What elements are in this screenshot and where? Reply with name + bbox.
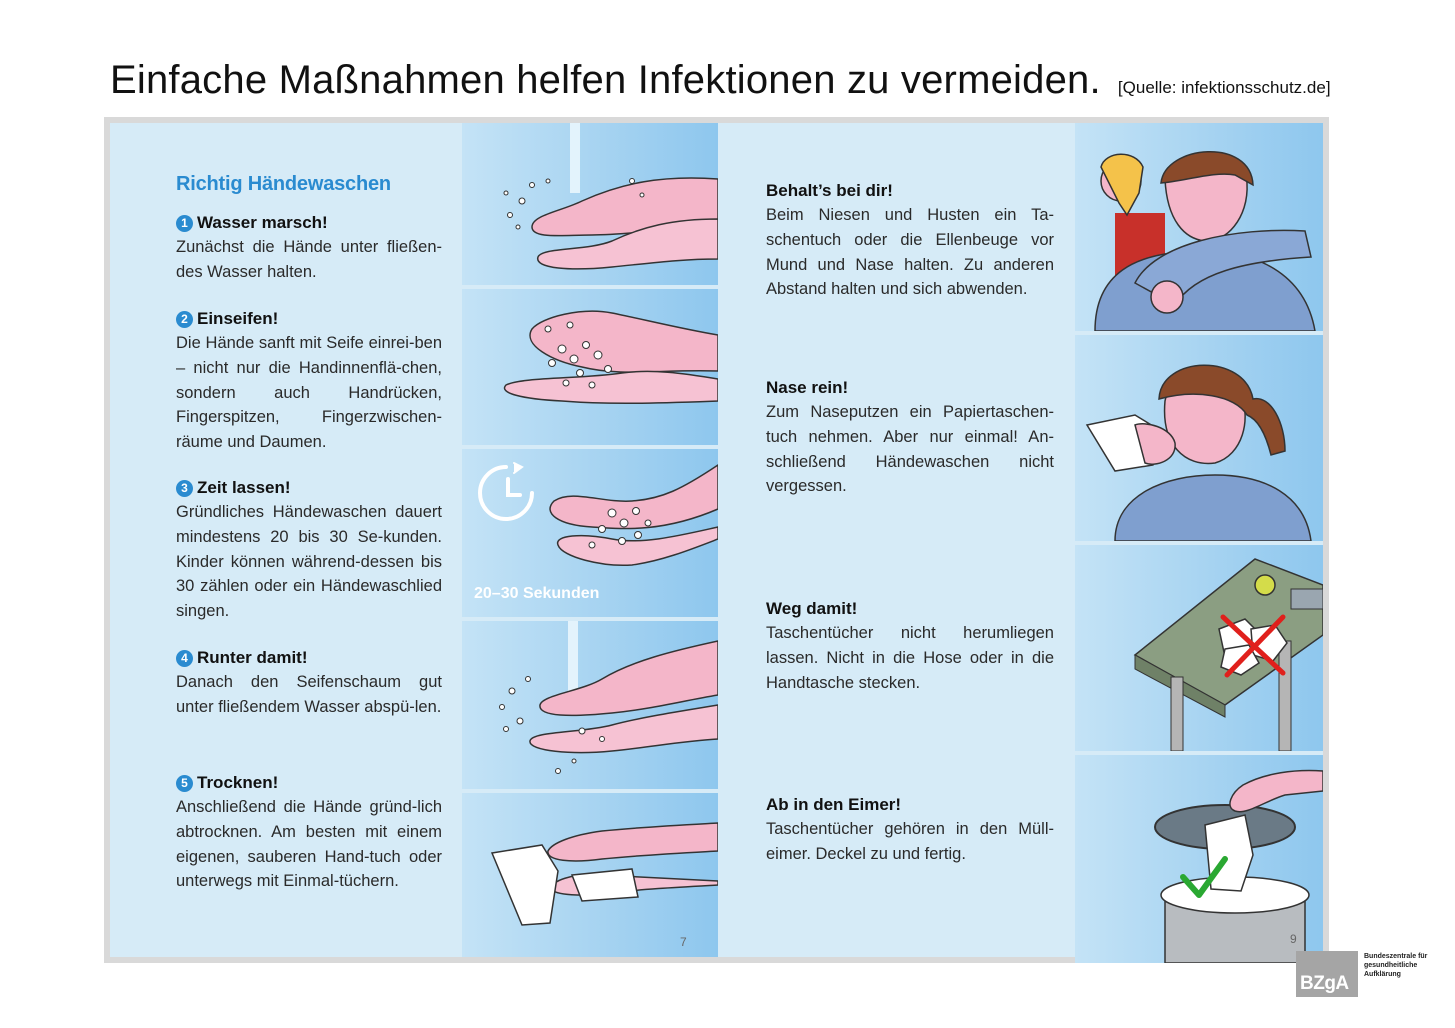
tip-body-2: Zum Naseputzen ein Papiertaschen-tuch nehmen. Aber nur einmal! An-schließend Händewaschen nicht vergessen. (766, 403, 1054, 496)
tip-body-1: Beim Niesen und Husten ein Ta-schentuch oder die Ellenbeuge vor Mund und Nase halten. Zu anderen Abstand halten und sich abwenden. (766, 206, 1054, 299)
title-source: [Quelle: infektionsschutz.de] (1117, 78, 1331, 97)
tip-title-3: Weg damit! (766, 599, 858, 618)
tip-title-4: Ab in den Eimer! (766, 795, 902, 814)
towel-hands-illustration (462, 793, 718, 957)
step-body-3: Gründliches Händewaschen dauert mindestens 20 bis 30 Se-kunden. Kinder können während-dessen bis 30 zählen oder ein Händewaschlied singen. (176, 503, 442, 621)
brochure-page-left (104, 117, 718, 963)
step-3 (176, 476, 442, 624)
tissue-in-bin-illustration (1075, 755, 1323, 963)
handwashing-text (176, 173, 442, 891)
tissues-on-table-illustration (1075, 545, 1323, 751)
step-1 (176, 211, 442, 285)
rinse-hands-illustration (462, 621, 718, 789)
tip-body-4: Taschentücher gehören in den Müll-eimer. Deckel zu und fertig. (766, 820, 1054, 863)
water-hands-illustration (462, 123, 718, 285)
step-body-2: Die Hände sanft mit Seife einrei-ben – nicht nur die Handinnenflä-chen, sondern auch Handrücken, Fingerspitzen, Fingerzwischen-räume und Daumen. (176, 334, 442, 452)
timer-icon (480, 463, 532, 519)
step-2 (176, 307, 442, 455)
logo-abbr: BZgA (1300, 973, 1349, 994)
step-title-2: Einseifen! (197, 309, 279, 328)
tip-bin (766, 793, 1054, 867)
step-number-5: 5 (176, 775, 193, 792)
page-number-left: 7 (680, 935, 687, 949)
bzga-logo (1296, 951, 1358, 997)
step-number-4: 4 (176, 650, 193, 667)
logo-org-name: Bundeszentrale für gesundheitliche Aufklärung (1364, 953, 1428, 978)
tip-dispose (766, 597, 1054, 695)
page-number-right: 9 (1290, 932, 1297, 946)
section-heading: Richtig Händewaschen (176, 173, 391, 195)
step-body-1: Zunächst die Hände unter fließen-des Wasser halten. (176, 238, 442, 281)
page-title (110, 58, 1331, 103)
step-title-1: Wasser marsch! (197, 213, 328, 232)
tip-nose (766, 376, 1054, 499)
hygiene-illustrations (1075, 123, 1323, 957)
step-number-3: 3 (176, 480, 193, 497)
step-title-5: Trocknen! (197, 773, 279, 792)
step-number-1: 1 (176, 215, 193, 232)
timer-hands-illustration (462, 449, 718, 617)
title-main: Einfache Maßnahmen helfen Infektionen zu vermeiden. (110, 58, 1101, 102)
step-number-2: 2 (176, 311, 193, 328)
tip-sneeze (766, 179, 1054, 302)
tip-title-2: Nase rein! (766, 378, 849, 397)
step-4 (176, 646, 442, 720)
tip-title-1: Behalt’s bei dir! (766, 181, 893, 200)
soap-hands-illustration (462, 289, 718, 445)
step-body-5: Anschließend die Hände gründ-lich abtrocknen. Am besten mit einem eigenen, sauberen Hand-tuch oder unterwegs mit Einmal-tüchern. (176, 798, 442, 891)
brochure-page-right (718, 117, 1329, 963)
tip-body-3: Taschentücher nicht herumliegen lassen. Nicht in die Hose oder in die Handtasche stecken. (766, 624, 1054, 692)
blow-nose-illustration (1075, 335, 1323, 541)
step-title-3: Zeit lassen! (197, 478, 291, 497)
step-5 (176, 771, 442, 894)
sneeze-elbow-illustration (1075, 123, 1323, 331)
timer-label: 20–30 Sekunden (474, 585, 600, 602)
handwashing-illustrations (462, 123, 718, 957)
step-body-4: Danach den Seifenschaum gut unter fließendem Wasser abspü-len. (176, 673, 442, 716)
step-title-4: Runter damit! (197, 648, 308, 667)
